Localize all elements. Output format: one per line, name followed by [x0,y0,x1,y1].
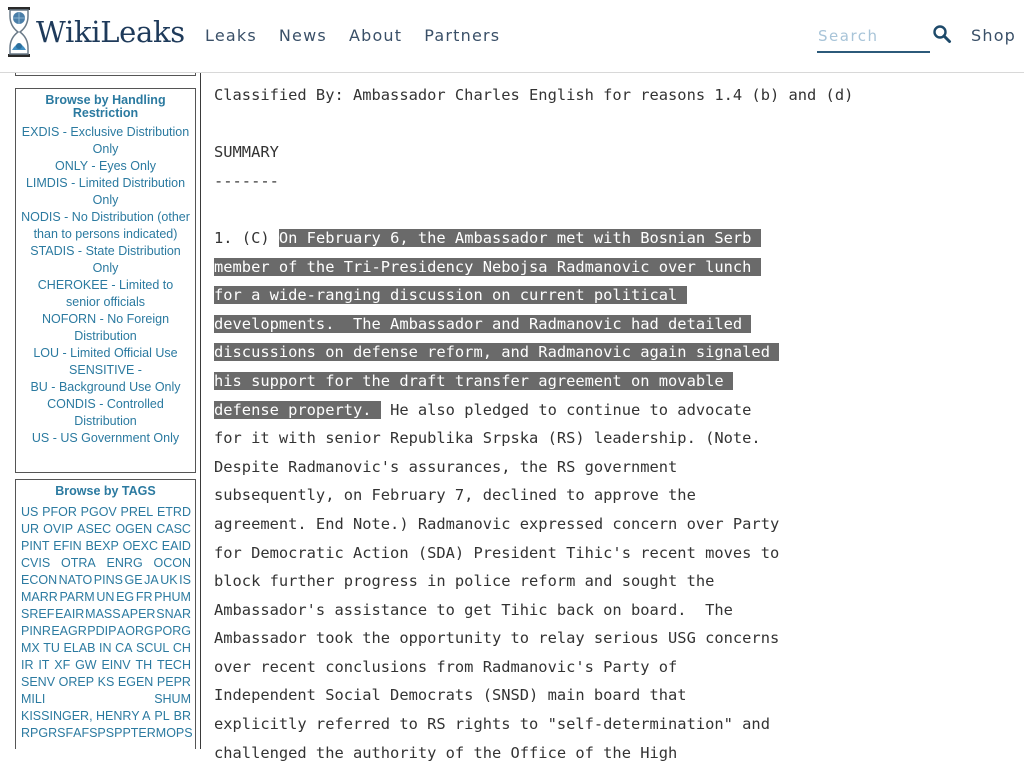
tag-row [21,572,191,589]
tag-link[interactable]: MARR [21,590,58,604]
tag-link[interactable]: GR [38,726,58,740]
tag-link[interactable]: EINV [101,658,131,672]
tag-link[interactable]: JA [144,573,159,587]
tag-link[interactable]: SNAR [156,607,191,621]
handling-restriction-panel [15,88,196,473]
tag-link[interactable]: IS [179,573,191,587]
search-icon[interactable] [932,24,952,44]
nav-news[interactable]: News [278,26,327,45]
tag-row [21,589,191,606]
tag-link[interactable]: ENRG [106,556,143,570]
tag-row [21,708,191,725]
tag-link[interactable]: PINT [21,539,50,553]
handling-item-limdis[interactable]: LIMDIS - Limited Distribution Only [25,176,186,207]
tag-link[interactable]: CA [115,641,133,655]
tag-link[interactable]: EFIN [53,539,82,553]
search-input[interactable] [817,27,928,45]
tag-row [21,674,191,691]
nav-leaks[interactable]: Leaks [205,26,257,45]
tag-link[interactable]: ETRD [156,505,191,519]
cable-body [214,84,1014,770]
site-header [0,0,1024,73]
tag-link[interactable]: CH [172,641,191,655]
tag-link[interactable]: OREP [58,675,95,689]
handling-item-nodis[interactable]: NODIS - No Distribution (other than to persons indicated) [21,210,190,241]
nav-about[interactable]: About [348,26,403,45]
wikileaks-logo[interactable] [6,6,185,58]
cable-line: explicitly referred to RS rights to "self-determination" and [214,715,770,734]
tag-link[interactable]: TU [43,641,60,655]
tag-link[interactable]: PHUM [154,590,191,604]
cable-line [214,370,1014,399]
nav-partners[interactable]: Partners [424,26,501,45]
tag-link[interactable]: MX [21,641,40,655]
tag-link[interactable]: GE [124,573,143,587]
handling-item-exdis[interactable]: EXDIS - Exclusive Distribution Only [21,125,190,156]
tag-link[interactable]: PREL [120,505,154,519]
tag-row [21,623,191,640]
tag-link[interactable]: UR [21,522,40,536]
tag-link[interactable]: ECON [21,573,58,587]
cable-text: 1. (C) [214,228,279,247]
tag-link[interactable]: UK [160,573,178,587]
cable-line: for it with senior Republika Srpska (RS) leadership. (Note. [214,429,761,448]
handling-item-us[interactable]: US - US Government Only [31,431,180,445]
previous-panel-bottom [15,73,196,76]
handling-item-lou[interactable]: LOU - Limited Official Use [33,346,178,360]
highlighted-text[interactable]: On February 6, the Ambassador met with Bosnian Serb [278,228,761,247]
cable-text: He also pledged to continue to advocate [380,400,752,419]
handling-item-cherokee[interactable]: CHEROKEE - Limited to senior officials [37,278,174,309]
tag-link[interactable]: SREF [21,607,55,621]
tag-link[interactable]: MOPS [155,726,193,740]
handling-list [16,124,195,447]
tag-link[interactable]: XF [54,658,71,672]
tag-link[interactable]: GW [75,658,97,672]
tag-link[interactable]: UN [96,590,115,604]
tag-link[interactable]: SP [105,726,123,740]
cable-line [214,113,1014,142]
tag-link[interactable]: MILI [21,692,46,706]
tag-link[interactable]: IR [21,658,34,672]
tag-link[interactable]: PINS [93,573,123,587]
cable-line: subsequently, on February 7, declined to approve the [214,486,696,505]
cable-line: Despite Radmanovic's assurances, the RS government [214,457,678,476]
cable-line: for Democratic Action (SDA) President Tihic's recent moves to [214,543,780,562]
tag-link[interactable]: OTRA [61,556,96,570]
tag-link[interactable]: ASEC [77,522,112,536]
highlighted-text[interactable]: defense property. [214,400,381,419]
handling-panel-title: Browse by Handling Restriction [45,93,166,120]
tag-link[interactable]: KS [97,675,115,689]
tag-link[interactable]: PARM [59,590,95,604]
tag-link[interactable]: IT [38,658,50,672]
main-nav [205,26,522,45]
cable-line [214,313,1014,342]
cable-line [214,227,1014,256]
handling-item-condis[interactable]: CONDIS - Controlled Distribution [47,397,164,428]
tag-link[interactable]: PGOV [80,505,117,519]
cable-line: over recent conclusions from Radmanovic's Party of [214,657,678,676]
cable-line [214,341,1014,370]
tag-link[interactable]: TH [135,658,153,672]
cable-line: Classified By: Ambassador Charles English for reasons 1.4 (b) and (d) [214,86,854,104]
tag-link[interactable]: SHUM [154,692,191,706]
tag-link[interactable]: EAIR [55,607,85,621]
highlighted-text[interactable]: his support for the draft transfer agreement on movable [214,371,733,390]
tag-row [21,691,191,708]
tag-link[interactable]: PINR [21,624,51,638]
cable-line [214,198,1014,227]
tag-link[interactable]: MASS [85,607,121,621]
tag-link[interactable]: BEXP [85,539,119,553]
tag-link[interactable]: OCON [153,556,191,570]
handling-item-sensitive[interactable]: SENSITIVE - [69,363,142,377]
highlighted-text[interactable]: developments. The Ambassador and Radmanovic had detailed [214,314,752,333]
tag-link[interactable]: OEXC [122,539,159,553]
handling-item-only[interactable]: ONLY - Eyes Only [55,159,156,173]
handling-item-stadis[interactable]: STADIS - State Distribution Only [30,244,181,275]
handling-item-bu[interactable]: BU - Background Use Only [30,380,181,394]
tag-link[interactable]: PL [154,709,170,723]
cable-line: block further progress in police reform and sought the [214,572,715,591]
cable-line: Ambassador's assistance to get Tihic back on board. The [214,600,733,619]
hourglass-globe-icon [6,6,32,58]
tags-panel [15,479,196,749]
tag-link[interactable]: PFOR [42,505,77,519]
cable-line [214,284,1014,313]
tag-link[interactable]: ELAB [63,641,96,655]
sidebar [0,73,201,749]
tag-cloud [16,504,195,742]
tag-link[interactable]: AFSP [73,726,106,740]
tag-link[interactable]: PORG [154,624,191,638]
cable-line: Independent Social Democrats (SNSD) main board that [214,686,687,705]
tag-link[interactable]: IN [99,641,112,655]
tag-link[interactable]: FR [135,590,153,604]
handling-item-noforn[interactable]: NOFORN - No Foreign Distribution [41,312,170,343]
tag-link[interactable]: US [21,505,39,519]
search-box [817,26,930,53]
tag-link[interactable]: EGEN [117,675,154,689]
tag-row [21,657,191,674]
highlighted-text[interactable]: discussions on defense reform, and Radmanovic again signaled [214,343,780,362]
tag-row [21,555,191,572]
tag-row [21,504,191,521]
tag-link[interactable]: EAGR [51,624,87,638]
tag-link[interactable]: PDIP [87,624,117,638]
tag-link[interactable]: PEPR [156,675,191,689]
tag-link[interactable]: TECH [156,658,191,672]
tag-link[interactable]: CASC [156,522,191,536]
tag-row [21,725,191,742]
cable-line: agreement. End Note.) Radmanovic expressed concern over Party [214,514,780,533]
tag-link[interactable]: EG [116,590,135,604]
tag-link[interactable]: EAID [161,539,191,553]
nav-shop[interactable]: Shop [971,26,1017,45]
tag-link[interactable]: PTER [122,726,156,740]
tags-panel-title: Browse by TAGS [55,484,156,498]
cable-line: ------- [214,171,279,190]
cable-line [214,399,1014,428]
tag-row [21,538,191,555]
tag-link[interactable]: BR [173,709,191,723]
cable-line: Ambassador took the opportunity to relay serious USG concerns [214,629,780,648]
tag-row [21,521,191,538]
tag-link[interactable]: RP [21,726,39,740]
logo-text: WikiLeaks [36,15,185,49]
tag-row [21,606,191,623]
tag-link[interactable]: OVIP [43,522,74,536]
tag-link[interactable]: OGEN [115,522,153,536]
tag-row [21,640,191,657]
cable-line [214,256,1014,285]
tag-link[interactable]: SF [57,726,74,740]
tag-link[interactable]: AORG [116,624,154,638]
tag-link[interactable]: APER [121,607,156,621]
highlighted-text[interactable]: for a wide-ranging discussion on current political [214,286,687,305]
cable-line: challenged the authority of the Office of the High [214,743,678,762]
tag-link[interactable]: CVIS [21,556,51,570]
tag-link[interactable]: SENV [21,675,56,689]
highlighted-text[interactable]: member of the Tri-Presidency Nebojsa Radmanovic over lunch [214,257,761,276]
cable-line: SUMMARY [214,143,279,162]
tag-link[interactable]: NATO [58,573,93,587]
tag-link[interactable]: SCUL [136,641,170,655]
tag-link[interactable]: KISSINGER, HENRY A [21,709,151,723]
